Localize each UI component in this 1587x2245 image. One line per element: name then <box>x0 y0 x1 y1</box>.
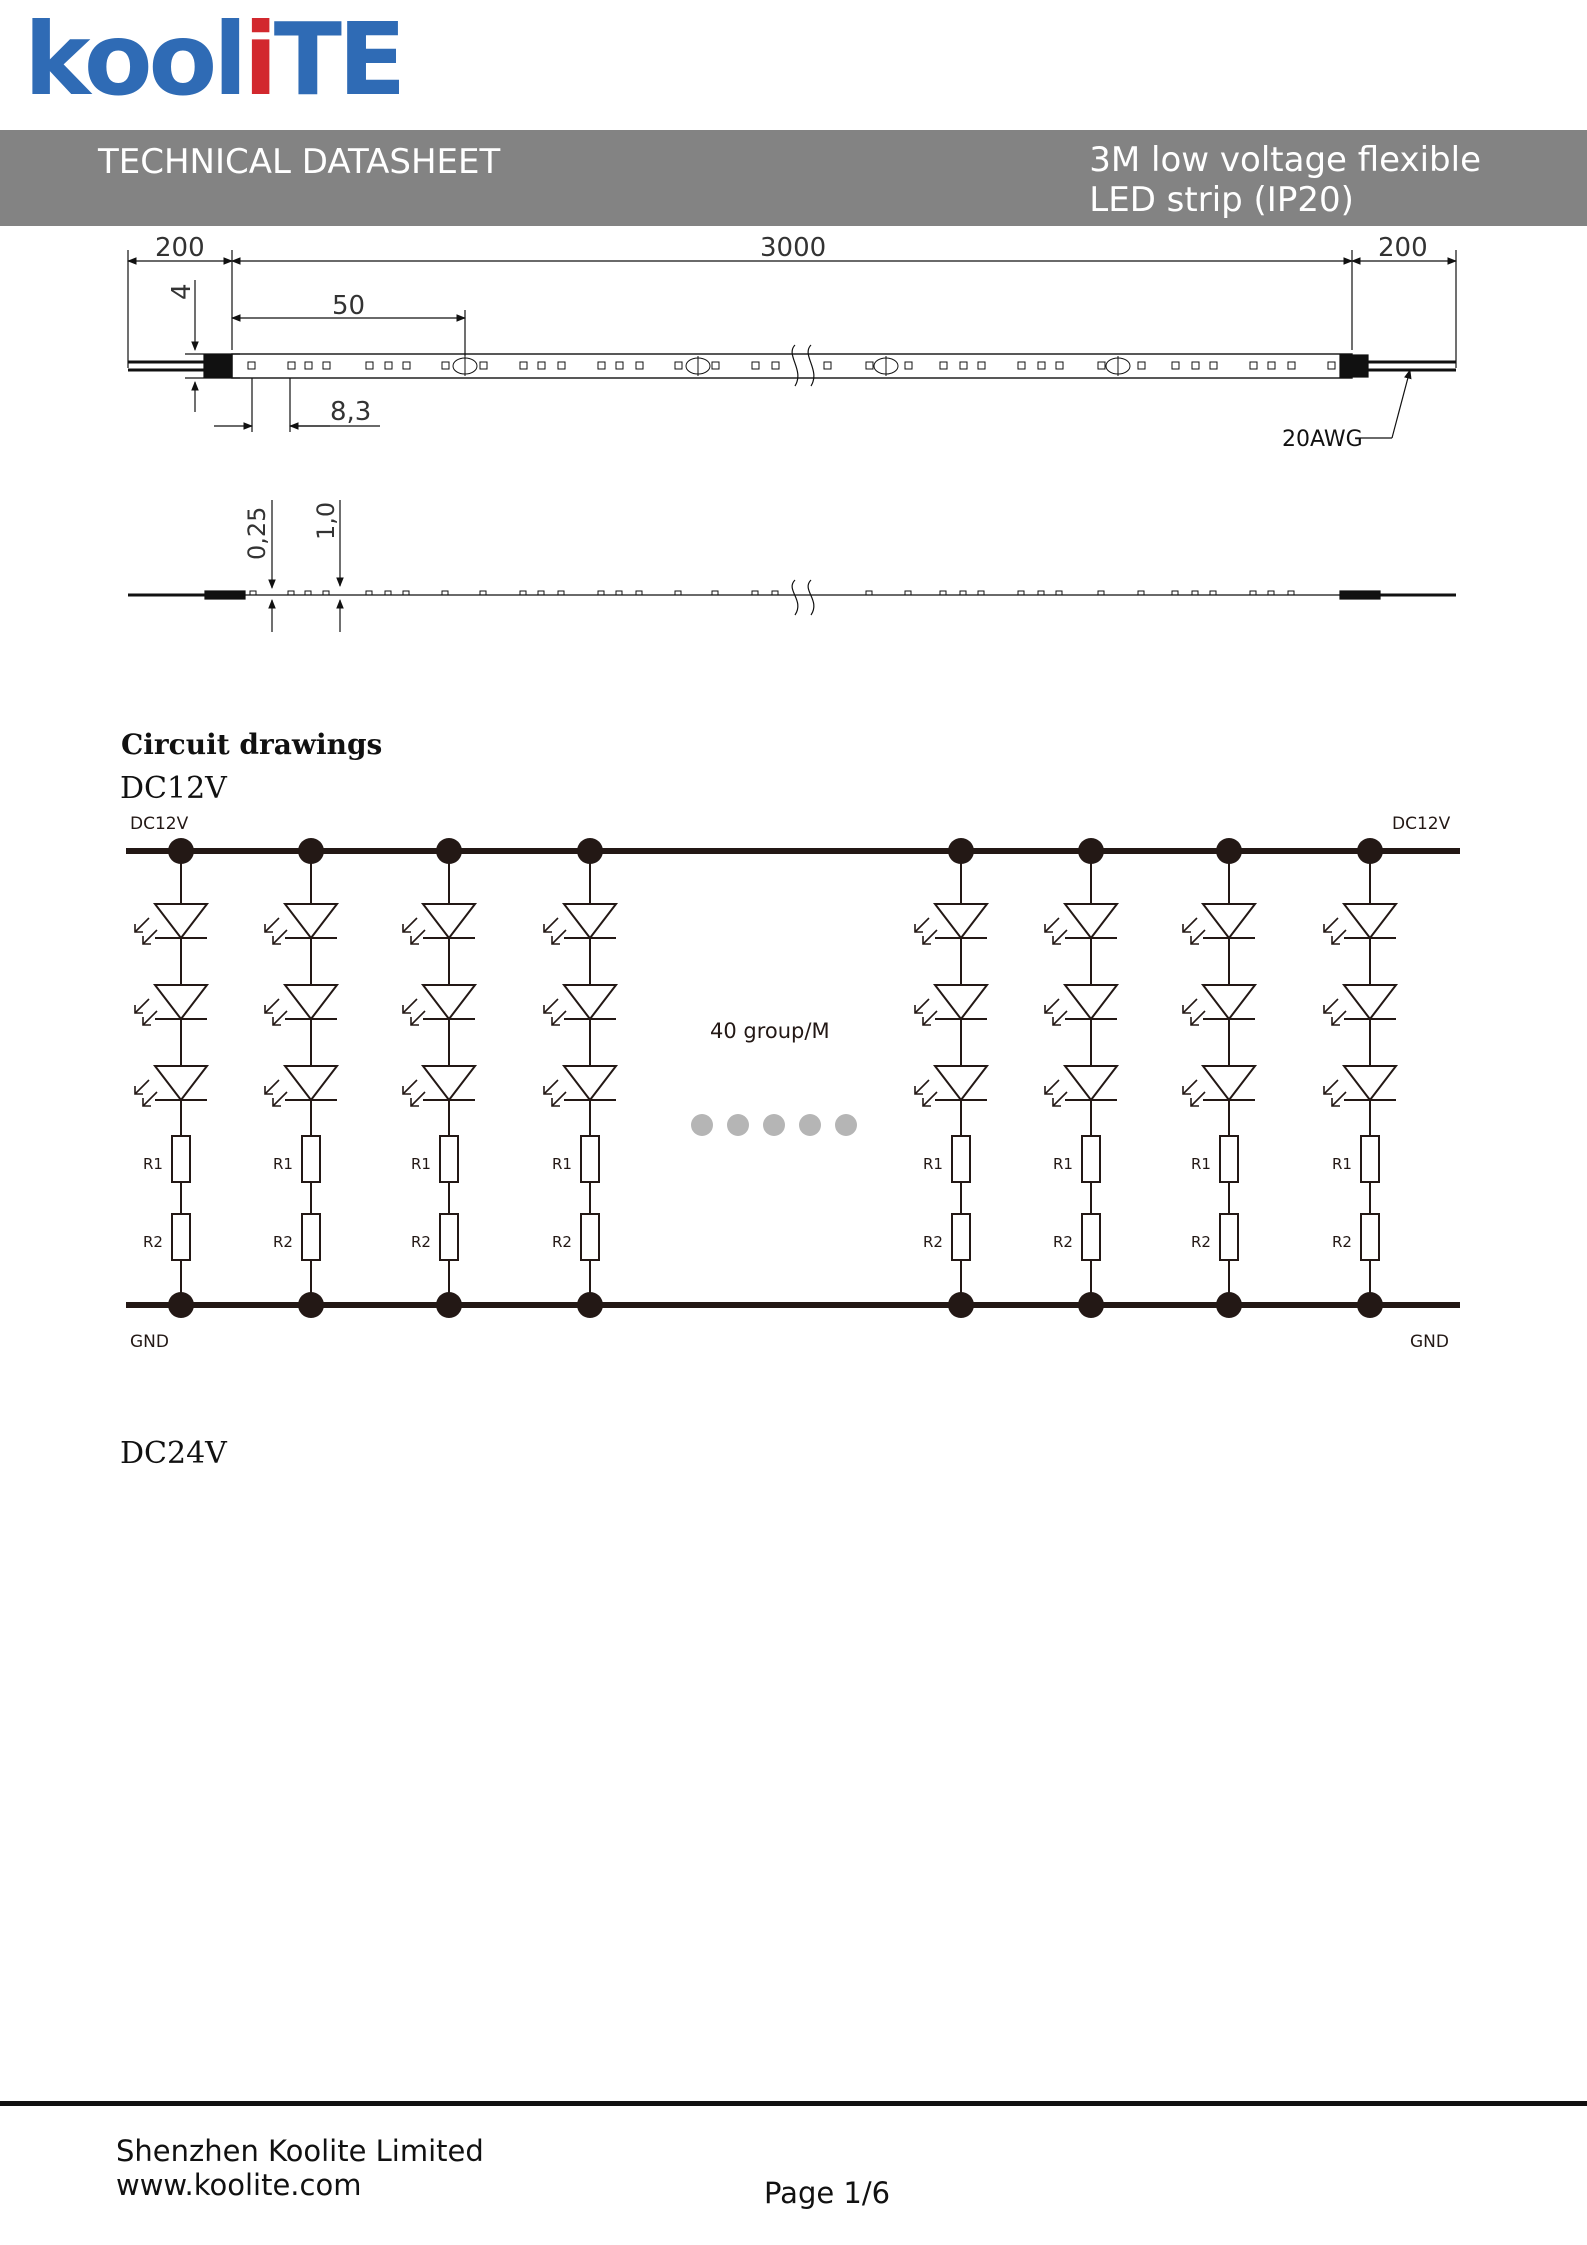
resistor <box>1053 1136 1100 1182</box>
junction-node <box>948 838 974 864</box>
led-group <box>1324 838 1396 1318</box>
resistor <box>273 1214 320 1260</box>
junction-node <box>577 1292 603 1318</box>
product-title-line1: 3M low voltage flexible <box>1089 140 1481 180</box>
led-diode <box>403 904 475 944</box>
junction-node <box>948 1292 974 1318</box>
led-diode <box>544 904 616 944</box>
dim-pitch-label: 50 <box>332 291 366 321</box>
strip-top-view <box>128 250 1456 438</box>
led-diode <box>135 985 207 1025</box>
junction-node <box>1216 838 1242 864</box>
led-diode <box>135 904 207 944</box>
junction-node <box>1357 838 1383 864</box>
junction-node <box>436 838 462 864</box>
led-diode <box>1324 1066 1396 1106</box>
led-diode <box>265 904 337 944</box>
junction-node <box>1078 838 1104 864</box>
led-diode <box>544 1066 616 1106</box>
led-diode <box>915 904 987 944</box>
resistor-label: R2 <box>552 1233 572 1251</box>
resistor <box>923 1214 970 1260</box>
doc-type-title: TECHNICAL DATASHEET <box>98 142 501 182</box>
company-name: Shenzhen Koolite Limited <box>116 2134 484 2168</box>
resistor <box>1332 1136 1379 1182</box>
resistor <box>1191 1136 1238 1182</box>
junction-node <box>1078 1292 1104 1318</box>
resistor-label: R1 <box>273 1155 293 1173</box>
rail-top-right-label: DC12V <box>1392 814 1451 834</box>
led-group <box>265 838 337 1318</box>
led-diode <box>265 985 337 1025</box>
junction-node <box>298 838 324 864</box>
led-diode <box>403 1066 475 1106</box>
junction-node <box>436 1292 462 1318</box>
resistor-label: R2 <box>923 1233 943 1251</box>
rail-bottom-left-label: GND <box>130 1332 169 1352</box>
led-diode <box>1045 1066 1117 1106</box>
dim-total-label: 3000 <box>760 233 827 263</box>
resistor <box>1053 1214 1100 1260</box>
page-number: Page 1/6 <box>764 2176 891 2210</box>
resistor <box>143 1136 190 1182</box>
company-website: www.koolite.com <box>116 2168 362 2202</box>
resistor-label: R2 <box>1191 1233 1211 1251</box>
circuit-led-groups <box>135 838 1396 1318</box>
resistor <box>273 1136 320 1182</box>
dc24v-title: DC24V <box>120 1436 227 1471</box>
resistor <box>411 1136 458 1182</box>
junction-node <box>168 1292 194 1318</box>
led-diode <box>915 1066 987 1106</box>
led-diode <box>1045 985 1117 1025</box>
led-diode <box>544 985 616 1025</box>
dim-left-label: 200 <box>155 233 205 263</box>
junction-node <box>298 1292 324 1318</box>
resistor <box>552 1214 599 1260</box>
resistor-label: R2 <box>273 1233 293 1251</box>
led-diode <box>1183 985 1255 1025</box>
led-diode <box>1324 904 1396 944</box>
resistor-label: R2 <box>1332 1233 1352 1251</box>
led-group <box>544 838 616 1318</box>
resistor-label: R1 <box>552 1155 572 1173</box>
resistor-label: R2 <box>1053 1233 1073 1251</box>
circuit-labels <box>130 814 1451 1352</box>
wire-gauge-label: 20AWG <box>1282 427 1363 452</box>
footer-company-block <box>116 2134 484 2202</box>
continuation-dots <box>691 1114 857 1136</box>
led-group <box>915 838 987 1318</box>
rail-bottom-right-label: GND <box>1410 1332 1449 1352</box>
led-diode <box>1183 1066 1255 1106</box>
led-diode <box>1183 904 1255 944</box>
junction-node <box>168 838 194 864</box>
dim-pcb-thickness-label: 0,25 <box>243 506 271 560</box>
resistor-label: R1 <box>1191 1155 1211 1173</box>
led-diode <box>403 985 475 1025</box>
resistor-label: R1 <box>1053 1155 1073 1173</box>
product-title-line2: LED strip (IP20) <box>1089 180 1354 220</box>
junction-node <box>1357 1292 1383 1318</box>
junction-node <box>577 838 603 864</box>
led-diode <box>135 1066 207 1106</box>
footer-divider <box>0 2101 1587 2106</box>
strip-dimension-labels <box>155 233 1428 452</box>
resistor <box>923 1136 970 1182</box>
dim-led-pitch-label: 8,3 <box>330 397 372 427</box>
dim-right-label: 200 <box>1378 233 1428 263</box>
resistor <box>411 1214 458 1260</box>
dc12v-title: DC12V <box>120 771 227 806</box>
resistor-label: R2 <box>143 1233 163 1251</box>
led-group <box>403 838 475 1318</box>
led-diode <box>1045 904 1117 944</box>
rail-top-left-label: DC12V <box>130 814 189 834</box>
resistor <box>1332 1214 1379 1260</box>
led-group <box>1183 838 1255 1318</box>
koolite-logo: kooliTE <box>24 1 403 118</box>
led-group <box>1045 838 1117 1318</box>
resistor <box>552 1136 599 1182</box>
dim-width-label: 4 <box>167 283 197 300</box>
led-diode <box>915 985 987 1025</box>
dim-total-thickness-label: 1,0 <box>312 501 340 540</box>
circuit-section-title: Circuit drawings <box>121 728 383 761</box>
led-diode <box>1324 985 1396 1025</box>
led-group <box>135 838 207 1318</box>
resistor-label: R1 <box>143 1155 163 1173</box>
resistor-label: R2 <box>411 1233 431 1251</box>
resistor-label: R1 <box>411 1155 431 1173</box>
junction-node <box>1216 1292 1242 1318</box>
resistor-label: R1 <box>1332 1155 1352 1173</box>
resistor <box>1191 1214 1238 1260</box>
resistor <box>143 1214 190 1260</box>
side-view-labels <box>243 502 340 560</box>
group-note: 40 group/M <box>710 1019 830 1043</box>
resistor-label: R1 <box>923 1155 943 1173</box>
led-diode <box>265 1066 337 1106</box>
